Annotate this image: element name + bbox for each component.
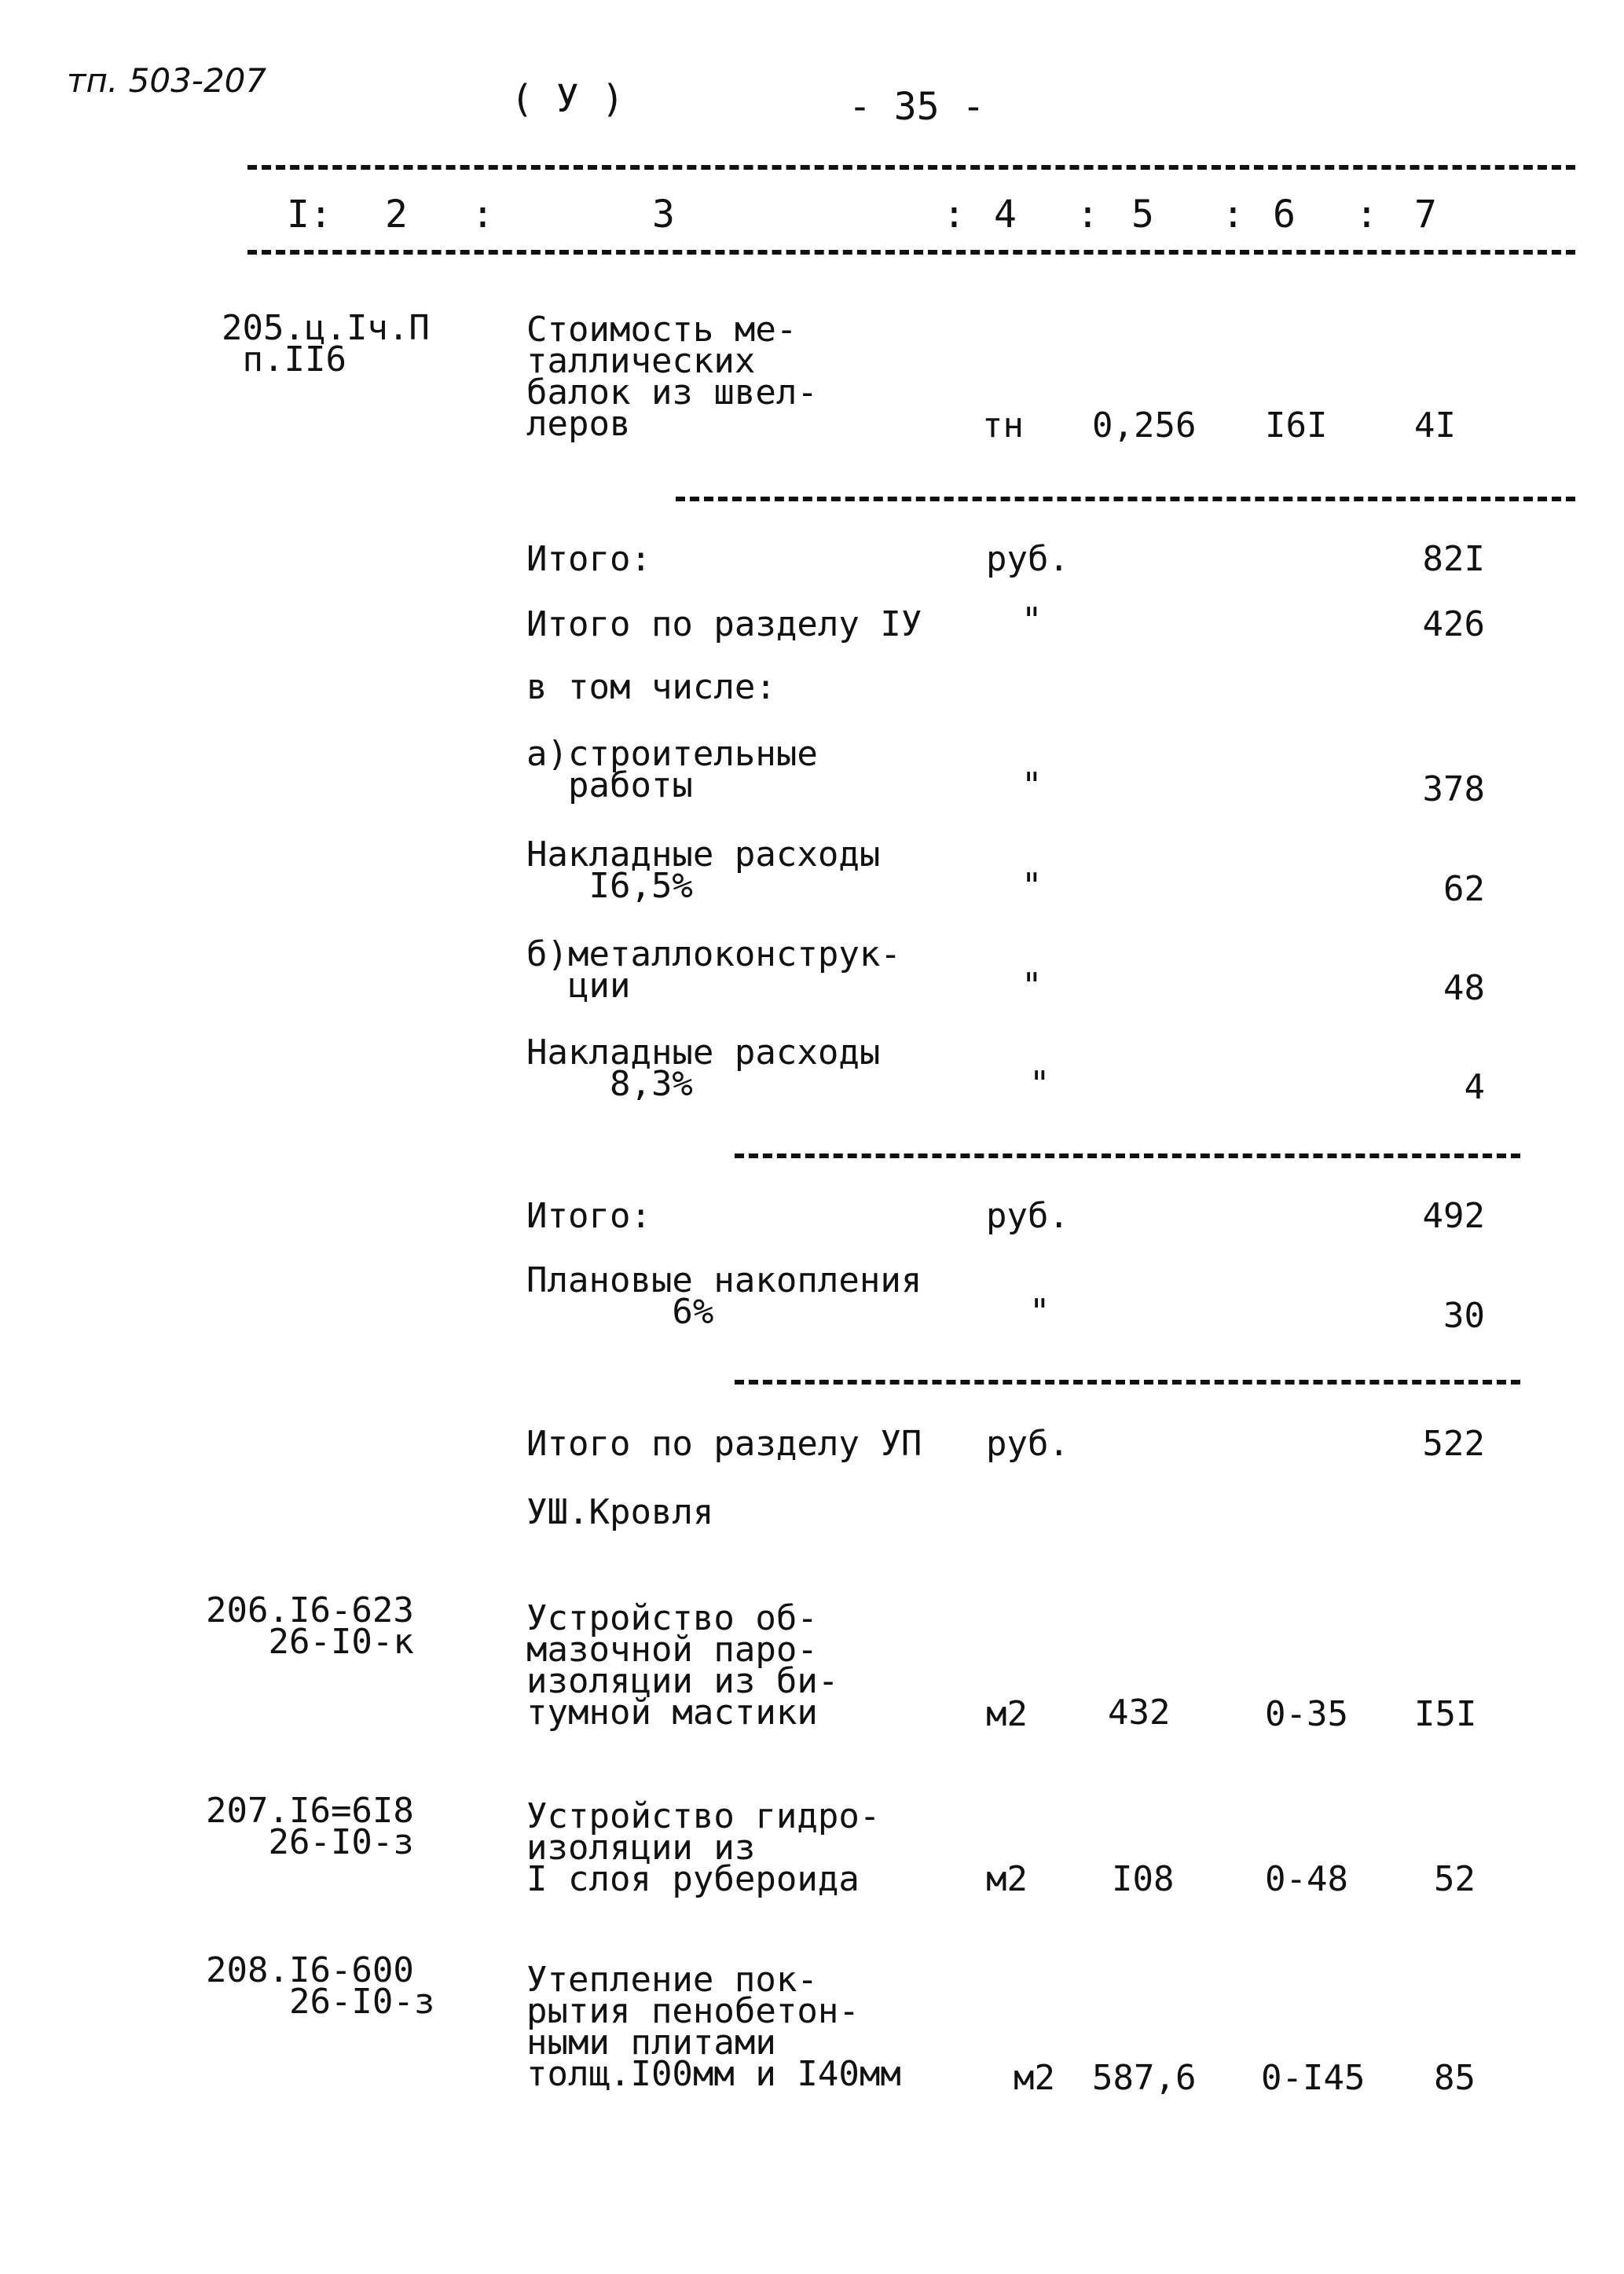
row-total: I5I [1414,1694,1477,1734]
summary-unit: " [1021,966,1043,1006]
summary-unit: " [1029,1292,1050,1332]
col-sep: : [1222,193,1245,237]
summary-label: Итого: [526,1196,651,1236]
including-label: в том числе: [526,667,776,707]
subtotal-rule [676,497,1575,501]
summary-label: б)металлоконструк- ции [526,934,901,1006]
row-code: 206.I6-623 26-I0-к [206,1590,414,1662]
row-price: 0-48 [1265,1859,1348,1899]
page-number: - 35 - [849,85,985,129]
row-code: 208.I6-600 26-I0-з [206,1950,435,2022]
section-marker: ( У ) [511,77,625,121]
summary-total: 30 [1443,1296,1485,1336]
summary-label: Итого по разделу IУ [526,604,922,644]
summary-unit: руб. [986,1424,1069,1464]
row-total: 52 [1434,1859,1476,1899]
summary-unit: " [1021,765,1043,805]
summary-unit: " [1029,1064,1050,1104]
row-price: 0-I45 [1261,2058,1366,2098]
col-sep: : [471,193,494,237]
section-heading: УШ.Кровля [526,1492,714,1532]
col-5: 5 [1131,193,1154,237]
row-unit: м2 [986,1694,1028,1734]
col-sep: : [1076,193,1099,237]
row-price: I6I [1265,405,1328,446]
row-description: Устройство об- мазочной паро- изоляции из би- тумной мастики [526,1598,839,1733]
col-sep: : [943,193,966,237]
row-total: 85 [1434,2058,1476,2098]
col-1: I: [287,193,332,237]
row-description: Утепление пок- рытия пенобетон- ными плитами толщ.I00мм и I40мм [526,1960,901,2094]
summary-unit: руб. [986,539,1069,579]
row-quantity: I08 [1112,1859,1175,1899]
summary-total: 4 [1464,1067,1485,1107]
subtotal-rule [735,1380,1520,1385]
doc-code: тп. 503-207 [67,61,267,100]
summary-unit: " [1021,866,1043,906]
row-quantity: 587,6 [1092,2058,1197,2098]
col-7: 7 [1414,193,1437,237]
row-description: Устройство гидро- изоляции из I слоя рубероида [526,1796,881,1899]
summary-label: а)строительные работы [526,734,818,805]
summary-unit: руб. [986,1196,1069,1236]
col-2: 2 [385,193,408,237]
col-4: 4 [994,193,1017,237]
col-6: 6 [1273,193,1296,237]
summary-label: Накладные расходы I6,5% [526,834,881,906]
summary-label: Плановые накопления 6% [526,1260,922,1332]
summary-total: 378 [1422,769,1485,809]
row-quantity: 432 [1108,1693,1171,1733]
row-unit: тн [982,405,1024,446]
summary-total: 48 [1443,968,1485,1008]
row-code: 207.I6=6I8 26-I0-з [206,1791,414,1862]
summary-total: 522 [1422,1424,1485,1464]
header-rule-bottom [247,250,1575,255]
row-unit: м2 [986,1859,1028,1899]
summary-label: Итого по разделу УП [526,1424,922,1464]
col-3: 3 [652,193,675,237]
summary-total: 492 [1422,1196,1485,1236]
summary-label: Накладные расходы 8,3% [526,1032,881,1104]
row-code: 205.ц.Iч.П п.II6 [222,308,430,380]
row-total: 4I [1414,405,1456,446]
summary-unit: " [1021,600,1043,640]
row-quantity: 0,256 [1092,405,1197,446]
row-unit: м2 [1014,2058,1055,2098]
summary-total: 62 [1443,869,1485,909]
col-sep: : [1355,193,1378,237]
row-price: 0-35 [1265,1694,1348,1734]
summary-total: 426 [1422,604,1485,644]
header-rule-top [247,165,1575,170]
summary-label: Итого: [526,539,651,579]
summary-total: 82I [1422,539,1485,579]
subtotal-rule [735,1154,1520,1158]
row-description: Стоимость ме- таллических балок из швел- леров [526,310,818,444]
